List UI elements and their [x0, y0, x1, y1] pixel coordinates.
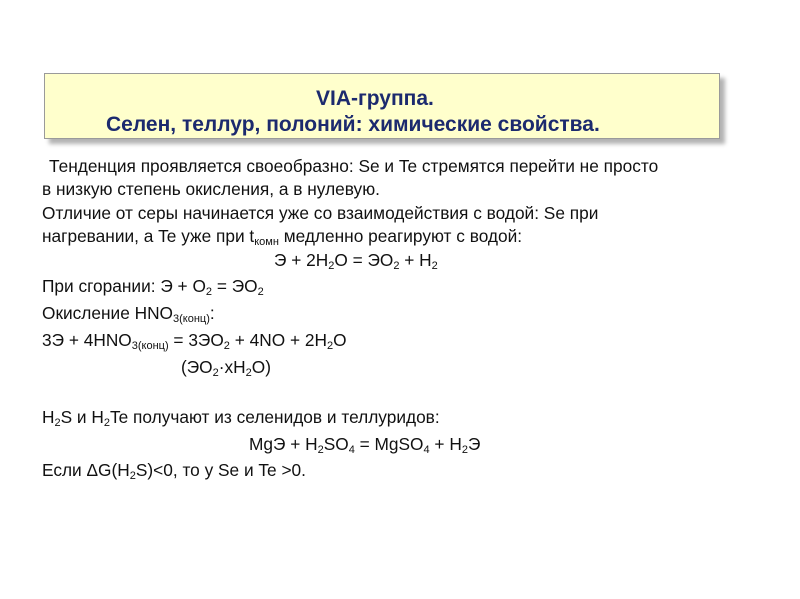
paragraph-1-line-2: в низкую степень окисления, а в нулевую. — [42, 179, 380, 199]
equation-nitric-acid: $3Э + 4HNO_{3(конц)} = 3ЭO_2 + 4NO + 2H_2O$ — [42, 330, 347, 352]
slide-title-line-2: Селен, теллур, полоний: химические свойства. — [106, 113, 600, 136]
combustion-line: При сгорании: $Э + O_2 = ЭO_2$ — [42, 276, 264, 298]
hydrides-line: $H_2S$ и $H_2Te$ получают из селенидов и теллуридов: — [42, 407, 440, 429]
gibbs-energy-line: Если $\Delta G(H_2S)<0$, то у Se и Te >0. — [42, 460, 306, 482]
equation-nitric-acid-note: $(ЭO_2\cdot xH_2O)$ — [181, 357, 271, 379]
oxidation-line: Окисление $HNO_{3(конц)}$: — [42, 303, 215, 325]
slide-title-box — [44, 73, 720, 139]
paragraph-2-line-1: Отличие от серы начинается уже со взаимодействия с водой: Se при — [42, 203, 599, 223]
equation-hydride-preparation: MgЭ + $H_2SO_4$ = MgSO$_4$ + $H_2Э$ — [249, 434, 481, 456]
slide-title-line-1: VIA-группа. — [316, 87, 434, 110]
equation-water-reaction: $Э + 2H_2O = ЭO_2 + H_2$ — [274, 250, 438, 272]
paragraph-1-line-1: Тенденция проявляется своеобразно: Se и Te стремятся перейти не просто — [49, 156, 659, 176]
paragraph-2-line-2: нагревании, а Te уже при $t_{комн}$ медленно реагируют с водой: — [42, 226, 523, 248]
